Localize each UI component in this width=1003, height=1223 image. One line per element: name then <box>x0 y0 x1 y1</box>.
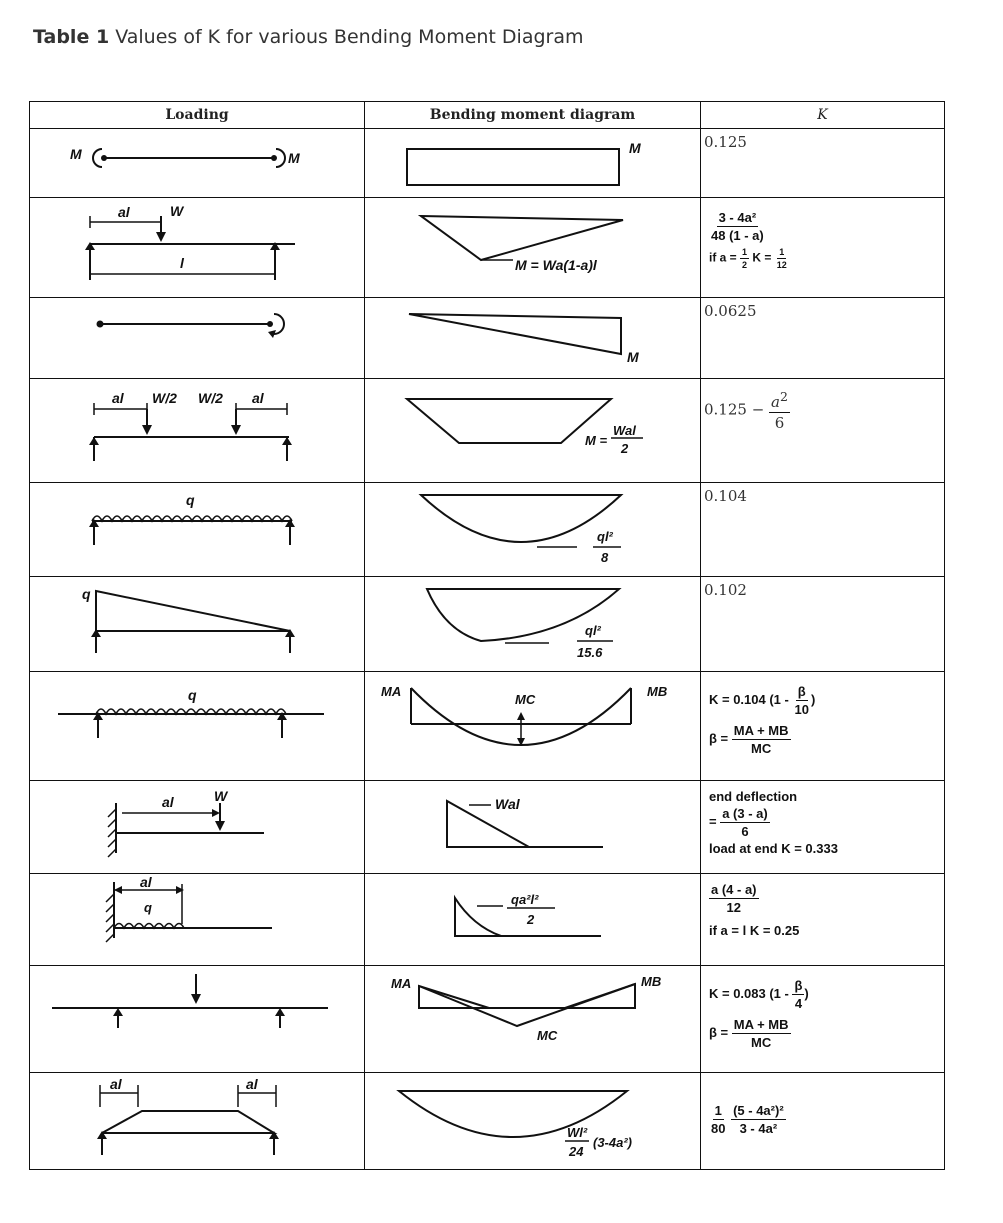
k-cell <box>701 672 945 781</box>
beta-denominator: MC <box>751 741 772 756</box>
beta-numerator: MA + MB <box>733 1017 789 1032</box>
k-cell <box>701 483 945 577</box>
k-value: 0.102 <box>704 581 747 599</box>
k-cell <box>701 577 945 672</box>
moment-label: MC <box>515 692 536 707</box>
load-label: W/2 <box>152 390 177 406</box>
loading-diagram <box>30 298 365 379</box>
moment-label: M = Wa(1-a)l <box>515 257 597 273</box>
bmd-diagram <box>365 129 701 198</box>
load-label: q <box>188 687 197 703</box>
bmd-diagram <box>365 483 701 577</box>
k-cell <box>701 874 945 966</box>
moment-numerator: ql² <box>585 623 601 638</box>
k-value: 0.104 <box>704 487 747 505</box>
table-row <box>30 198 945 298</box>
k-cell <box>701 298 945 379</box>
bmd-diagram <box>365 874 701 966</box>
k-prefix: K = 0.083 (1 - <box>709 985 793 1001</box>
k-eq-text: K = <box>752 250 775 265</box>
udl-loading <box>30 483 365 576</box>
loading-diagram <box>30 966 365 1073</box>
bmd-diagram <box>365 781 701 874</box>
table-row <box>30 577 945 672</box>
k-denominator: 80 <box>711 1121 726 1136</box>
k-numerator: 1 <box>779 247 785 257</box>
moment-denominator: 8 <box>601 550 609 565</box>
k-prefix: 0.125 − <box>704 400 770 419</box>
table-row <box>30 781 945 874</box>
point-load-overhang-loading <box>30 966 365 1072</box>
parabolic-bmd <box>365 483 701 576</box>
k-numerator: β <box>794 978 803 993</box>
k-numerator: a <box>771 393 780 411</box>
skewed-parabolic-bmd <box>365 577 701 671</box>
k-cell <box>701 966 945 1073</box>
k-formula <box>701 1073 944 1136</box>
load-label: W <box>214 788 228 804</box>
table-row <box>30 483 945 577</box>
k-numerator: a (4 - a) <box>711 882 757 897</box>
k-numerator: 3 - 4a² <box>718 210 757 225</box>
moment-label: MB <box>641 974 662 989</box>
loading-diagram <box>30 198 365 298</box>
bmd-diagram <box>365 298 701 379</box>
length-label: al <box>140 874 152 890</box>
k-numerator: β <box>797 684 806 699</box>
triangular-load-loading <box>30 577 365 671</box>
beta-denominator: MC <box>751 1035 772 1050</box>
triangular-bmd <box>365 198 701 297</box>
k-denominator: 12 <box>726 900 741 915</box>
k-denominator: 4 <box>794 996 803 1011</box>
loading-diagram <box>30 672 365 781</box>
table-row <box>30 966 945 1073</box>
moment-label: M <box>288 150 300 166</box>
header-loading: Loading <box>30 102 365 129</box>
k-value: 0.125 <box>704 133 747 151</box>
header-row <box>30 102 945 129</box>
table-caption <box>33 26 584 48</box>
load-label: q <box>186 492 195 508</box>
length-label: al <box>118 204 130 220</box>
k-if-text: if a = <box>709 250 741 265</box>
beta-formula <box>701 1011 944 1050</box>
table-row <box>30 129 945 198</box>
loading-diagram <box>30 1073 365 1170</box>
k-formula <box>701 804 944 839</box>
k-formula <box>701 874 944 915</box>
k-note: load at end K = 0.333 <box>709 841 838 856</box>
table-row <box>30 1073 945 1170</box>
end-moment-loading <box>30 298 365 378</box>
moment-label: Wal <box>495 796 520 812</box>
length-label: al <box>110 1076 122 1092</box>
k-numerator: 1 <box>714 1103 722 1118</box>
k-exponent: 2 <box>780 389 788 404</box>
cantilever-bmd <box>365 781 701 873</box>
table-row <box>30 672 945 781</box>
k-formula <box>701 672 944 717</box>
hogging-sagging-bmd <box>365 672 701 780</box>
length-label: al <box>162 794 174 810</box>
k-cell <box>701 379 945 483</box>
moment-denominator: 2 <box>527 912 535 927</box>
k-condition <box>701 243 944 270</box>
k-denominator: 6 <box>741 824 749 839</box>
caption-text: Values of K for various Bending Moment Diagram <box>109 26 584 48</box>
moment-label: MC <box>537 1028 558 1043</box>
k-denominator: 10 <box>794 702 809 717</box>
length-label: al <box>252 390 264 406</box>
hogging-sagging-point-bmd <box>365 966 701 1072</box>
two-point-loads-loading <box>30 379 365 482</box>
trapezoidal-load-loading <box>30 1073 365 1169</box>
loading-diagram <box>30 874 365 966</box>
loading-diagram <box>30 781 365 874</box>
beta-numerator: MA + MB <box>733 723 789 738</box>
loading-diagram <box>30 129 365 198</box>
load-label: q <box>144 900 152 915</box>
table-row <box>30 379 945 483</box>
load-label: W/2 <box>198 390 223 406</box>
loading-diagram <box>30 379 365 483</box>
moment-factor: (3-4a²) <box>593 1135 633 1150</box>
bmd-diagram <box>365 198 701 298</box>
k-formula <box>701 966 944 1011</box>
moment-label: MB <box>647 684 668 699</box>
k-numerator: a (3 - a) <box>722 806 768 821</box>
moment-denominator: 15.6 <box>577 645 603 660</box>
moment-label: MA <box>381 684 402 699</box>
bmd-diagram <box>365 672 701 781</box>
k-formula <box>701 198 944 243</box>
k-denominator: 48 (1 - a) <box>711 228 764 243</box>
caption-label: Table 1 <box>33 26 110 48</box>
beta-formula <box>701 717 944 756</box>
header-bmd: Bending moment diagram <box>365 102 701 129</box>
k-prefix: = <box>709 813 721 829</box>
load-label: W <box>170 203 184 219</box>
moment-numerator: qa²l² <box>511 892 539 907</box>
k-prefix: K = 0.104 (1 - <box>709 691 793 707</box>
beta-prefix: β = <box>709 1024 732 1040</box>
a-numerator: 1 <box>742 247 748 257</box>
moment-numerator: Wal <box>613 423 636 438</box>
cantilever-udl-loading <box>30 874 365 965</box>
k-values-table <box>29 101 945 1170</box>
table-row <box>30 874 945 966</box>
moment-numerator: Wl² <box>567 1125 588 1140</box>
bmd-diagram <box>365 966 701 1073</box>
k-denominator: 6 <box>774 414 785 432</box>
length-label: l <box>180 255 184 271</box>
cantilever-point-loading <box>30 781 365 873</box>
table-row <box>30 298 945 379</box>
k-note: end deflection <box>709 789 798 804</box>
k-note: if a = l K = 0.25 <box>709 923 800 938</box>
trapezoidal-bmd <box>365 379 701 482</box>
loading-diagram <box>30 577 365 672</box>
loading-diagram <box>30 483 365 577</box>
point-load-loading <box>30 198 365 297</box>
triangular-bmd <box>365 298 701 378</box>
load-label: q <box>82 586 91 602</box>
end-moments-loading <box>30 129 365 197</box>
uniform-bmd <box>365 129 701 197</box>
moment-label: M <box>627 349 639 365</box>
k-value: 0.0625 <box>704 302 757 320</box>
cantilever-parabolic-bmd <box>365 874 701 965</box>
udl-overhang-loading <box>30 672 365 780</box>
a-denominator: 2 <box>742 260 748 270</box>
k-cell <box>701 129 945 198</box>
bmd-diagram <box>365 577 701 672</box>
header-k: K <box>701 102 945 129</box>
k-numerator: (5 - 4a²)² <box>733 1103 784 1118</box>
length-label: al <box>112 390 124 406</box>
moment-numerator: ql² <box>597 529 613 544</box>
k-cell <box>701 1073 945 1170</box>
moment-label: M <box>70 146 82 162</box>
k-denominator: 3 - 4a² <box>739 1121 778 1136</box>
parabolic-trapezoid-bmd <box>365 1073 701 1169</box>
k-cell <box>701 198 945 298</box>
k-suffix: ) <box>804 985 809 1001</box>
moment-denominator: 2 <box>621 441 629 456</box>
k-cell <box>701 781 945 874</box>
moment-label: MA <box>391 976 412 991</box>
k-denominator: 12 <box>776 260 787 270</box>
bmd-diagram <box>365 379 701 483</box>
k-formula <box>701 379 944 432</box>
moment-denominator: 24 <box>569 1144 584 1159</box>
moment-label: M <box>629 140 641 156</box>
k-suffix: ) <box>810 691 816 707</box>
length-label: al <box>246 1076 258 1092</box>
moment-label: M = <box>585 433 608 448</box>
bmd-diagram <box>365 1073 701 1170</box>
beta-prefix: β = <box>709 730 732 746</box>
